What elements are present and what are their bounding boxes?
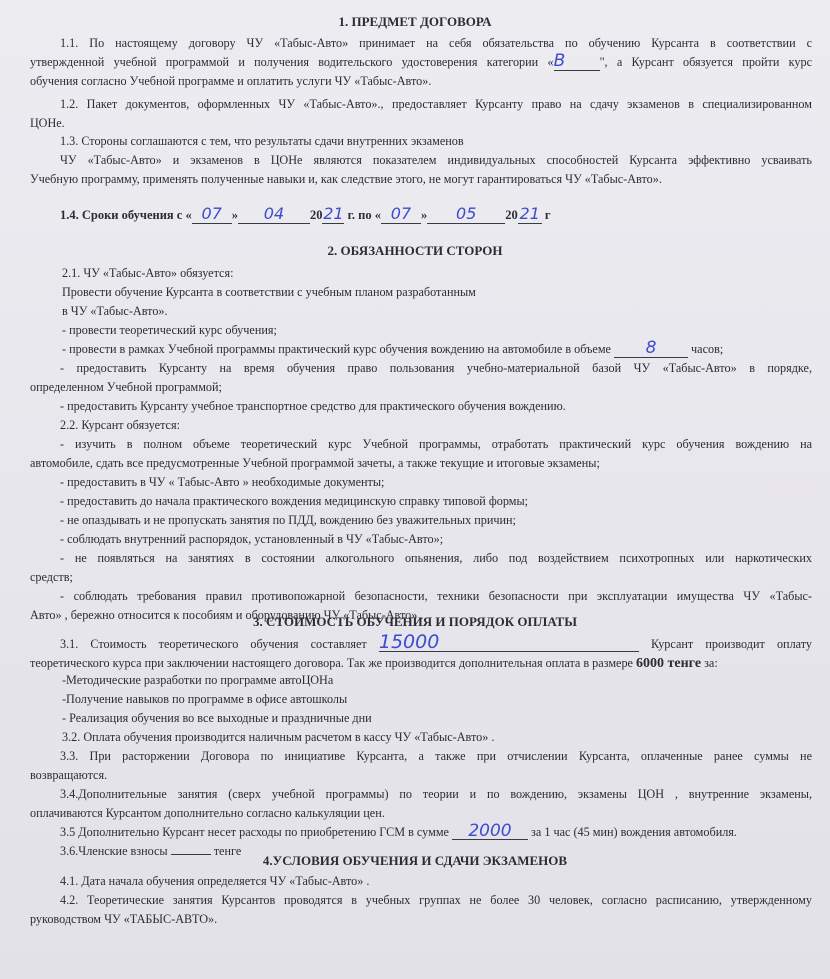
clause-2-1-line-5 (62, 340, 812, 359)
clause-1-2-line-1: 1.2. Пакет документов, оформленных ЧУ «Табыс-Авто»., предоставляет Курсанту право на сдачу экзаменов в специализированном (60, 97, 812, 111)
clause-1-2 (30, 95, 812, 133)
clause-2-1-line-3: в ЧУ «Табыс-Авто». (62, 304, 168, 318)
extra-payment-list (62, 671, 812, 747)
clause-2-1-base (30, 359, 812, 625)
clause-3-5-text: 3.5 Дополнительно Курсант несет расходы по приобретению ГСМ в сумме (60, 825, 449, 839)
section-4-title: 4.УСЛОВИЯ ОБУЧЕНИЯ И СДАЧИ ЭКЗАМЕНОВ (262, 853, 568, 868)
clause-1-1-line-3: обучения согласно Учебной программе и оплатить услуги ЧУ «Табыс-Авто». (30, 74, 432, 88)
driving-hours-text: - провести в рамках Учебной программы практический курс обучения вождению на автомобиле в объеме (62, 342, 611, 356)
start-day-field: 07 (192, 204, 232, 224)
clause-1-2-line-2: ЦОНе. (30, 116, 65, 130)
clause-3-4-line-1: 3.4.Дополнительные занятия (сверх учебной программы) по теории и по вождению, экзамены ЦОН , внутренние экзамены, (60, 787, 812, 801)
clause-1-3-line-3: Учебную программу, применять полученные навыки и, как следствие этого, не могут гарантироваться ЧУ «Табыс-Авто». (30, 172, 662, 186)
clause-3-5 (30, 823, 812, 842)
clause-1-1 (30, 34, 812, 91)
end-month-field: 05 (427, 204, 505, 224)
category-field: В (554, 53, 600, 71)
clause-3-5-text-2: за 1 час (45 мин) вождения автомобиля. (531, 825, 737, 839)
clause-3-1-text-4: за: (704, 656, 718, 670)
clause-1-4-term: 1.4. Сроки обучения с « 07 » 04 2021 г. по « 07 » 05 20 21 г (60, 204, 551, 223)
clause-2-1-head: 2.1. ЧУ «Табыс-Авто» обязуется: (62, 266, 234, 280)
clause-2-2-line-7b: Авто» , бережно относится к пособиям и оборудованию ЧУ «Табыс-Авто» . (30, 608, 424, 622)
end-year-prefix: 20 (505, 208, 518, 222)
list-item: - Реализация обучения во все выходные и праздничные дни (62, 711, 372, 725)
driving-hours-unit: часов; (691, 342, 724, 356)
extra-payment: 6000 тенге (636, 656, 702, 671)
clause-4-1: 4.1. Дата начала обучения определяется ЧУ «Табыс-Авто» . (60, 874, 370, 888)
fuel-cost-field: 2000 (452, 823, 528, 840)
clause-1-1-line-2 (30, 53, 812, 72)
clause-3-6-text: 3.6.Членские взносы (60, 844, 168, 858)
clause-1-3 (30, 132, 812, 189)
clause-2-1-line-4: - провести теоретический курс обучения; (62, 323, 277, 337)
clause-3-1-text-3: теоретического курса при заключении настоящего договора. Так же производится дополнительная оплата в размере (30, 656, 633, 670)
clause-2-1-intro (62, 264, 812, 283)
start-year-prefix: 20 (309, 208, 323, 222)
clause-2-1-line-7: - предоставить Курсанту учебное транспортное средство для практического обучения вождению. (60, 399, 566, 413)
term-prefix: 1.4. Сроки обучения с « (60, 208, 192, 222)
list-item: -Получение навыков по программе в офисе автошколы (62, 692, 348, 706)
start-year-field: 21 (323, 204, 344, 223)
clause-3-3-line-2: возвращаются. (30, 768, 108, 782)
clause-2-2-line-3: - предоставить до начала практического вождения медицинскую справку типовой формы; (60, 494, 529, 508)
start-month-field: 04 (238, 204, 310, 224)
clause-3-6-text-2: тенге (213, 844, 242, 858)
list-item: -Методические разработки по программе автоЦОНа (62, 673, 334, 687)
clause-2-2-head: 2.2. Курсант обязуется: (60, 418, 180, 432)
driving-hours-field: 8 (614, 340, 688, 358)
clause-2-2-line-2: - предоставить в ЧУ « Табыс-Авто » необходимые документы; (60, 475, 385, 489)
clause-1-1-text: утвержденной учебной программой и получения водительского удостоверения категории « (30, 55, 554, 69)
end-day-field: 07 (381, 204, 421, 224)
clause-4-2-line-2: руководством ЧУ «ТАБЫС-АВТО». (30, 912, 218, 926)
clause-2-2-line-4: - не опаздывать и не пропускать занятия по ПДД, вождению без уважительных причин; (60, 513, 516, 527)
clause-3-4-line-2: оплачиваются Курсантом дополнительно согласно калькуляции цен. (30, 806, 385, 820)
clause-3-1-text: 3.1. Стоимость теоретического обучения составляет (60, 637, 367, 651)
clause-3-1-line-1 (30, 631, 813, 654)
clause-1-1-line-1: 1.1. По настоящему договору ЧУ «Табыс-Авто» принимает на себя обязательства по обучению Курсанта в соответствии с (60, 36, 812, 50)
clause-3-3 (30, 747, 812, 861)
end-year-field: 21 (519, 204, 540, 223)
clause-2-1-body (62, 283, 812, 359)
term-g: г (544, 208, 551, 222)
clause-2-2-line-1b: автомобиле, сдать все предусмотренные Учебной программой зачеты, а также текущие и итоговые экзамены; (30, 456, 600, 470)
section-1-title: 1. ПРЕДМЕТ ДОГОВОРА (338, 14, 492, 29)
theory-cost-field: 15000 (379, 634, 639, 652)
clause-3-2: 3.2. Оплата обучения производится наличным расчетом в кассу ЧУ «Табыс-Авто» . (62, 730, 495, 744)
section-2-title: 2. ОБЯЗАННОСТИ СТОРОН (327, 243, 503, 258)
clause-2-2-line-6: - не появляться на занятиях в состоянии алкогольного опьянения, либо под воздействием психотропных или наркотических (60, 551, 812, 565)
clause-2-1-line-6: - предоставить Курсанту на время обучения право пользования учебно-материальной базой ЧУ «Табыс-Авто» в порядке, (60, 361, 812, 375)
clause-2-2-line-7: - соблюдать требования правил противопожарной безопасности, техники безопасности при эксплуатации имущества ЧУ «Табыс- (60, 589, 812, 603)
term-to: г. по « (347, 208, 381, 222)
section-3-title: 3. СТОИМОСТЬ ОБУЧЕНИЯ И ПОРЯДОК ОПЛАТЫ (252, 614, 577, 629)
clause-1-1-text-2: ", а Курсант обязуется пройти курс (599, 55, 812, 69)
clause-4 (30, 872, 812, 929)
clause-2-2-line-5: - соблюдать внутренний распорядок, установленный в ЧУ «Табыс-Авто»; (60, 532, 444, 546)
clause-1-3-line-1: 1.3. Стороны соглашаются с тем, что результаты сдачи внутренних экзаменов (60, 134, 464, 148)
clause-2-1-line-2: Провести обучение Курсанта в соответствии с учебным планом разработанным (62, 285, 476, 299)
clause-3-3-line-1: 3.3. При расторжении Договора по инициативе Курсанта, а также при отчислении Курсанта, оплаченные ранее суммы не (60, 749, 812, 763)
clause-3-1-text-2: Курсант производит оплату (651, 637, 813, 651)
clause-2-2-line-6b: средств; (30, 570, 73, 584)
clause-2-2-line-1: - изучить в полном объеме теоретический курс Учебной программы, отработать практический курс обучения вождению на (60, 437, 812, 451)
clause-3-1 (30, 631, 813, 673)
clause-2-1-line-6b: определенном Учебной программой; (30, 380, 222, 394)
clause-4-2-line-1: 4.2. Теоретические занятия Курсантов проводятся в учебных группах не более 30 человек, согласно расписанию, утвержденному (60, 893, 812, 907)
clause-1-3-line-2: ЧУ «Табыс-Авто» и экзаменов в ЦОНе являются показателем индивидуальных способностей Курсанта эффективно усваивать (60, 153, 812, 167)
